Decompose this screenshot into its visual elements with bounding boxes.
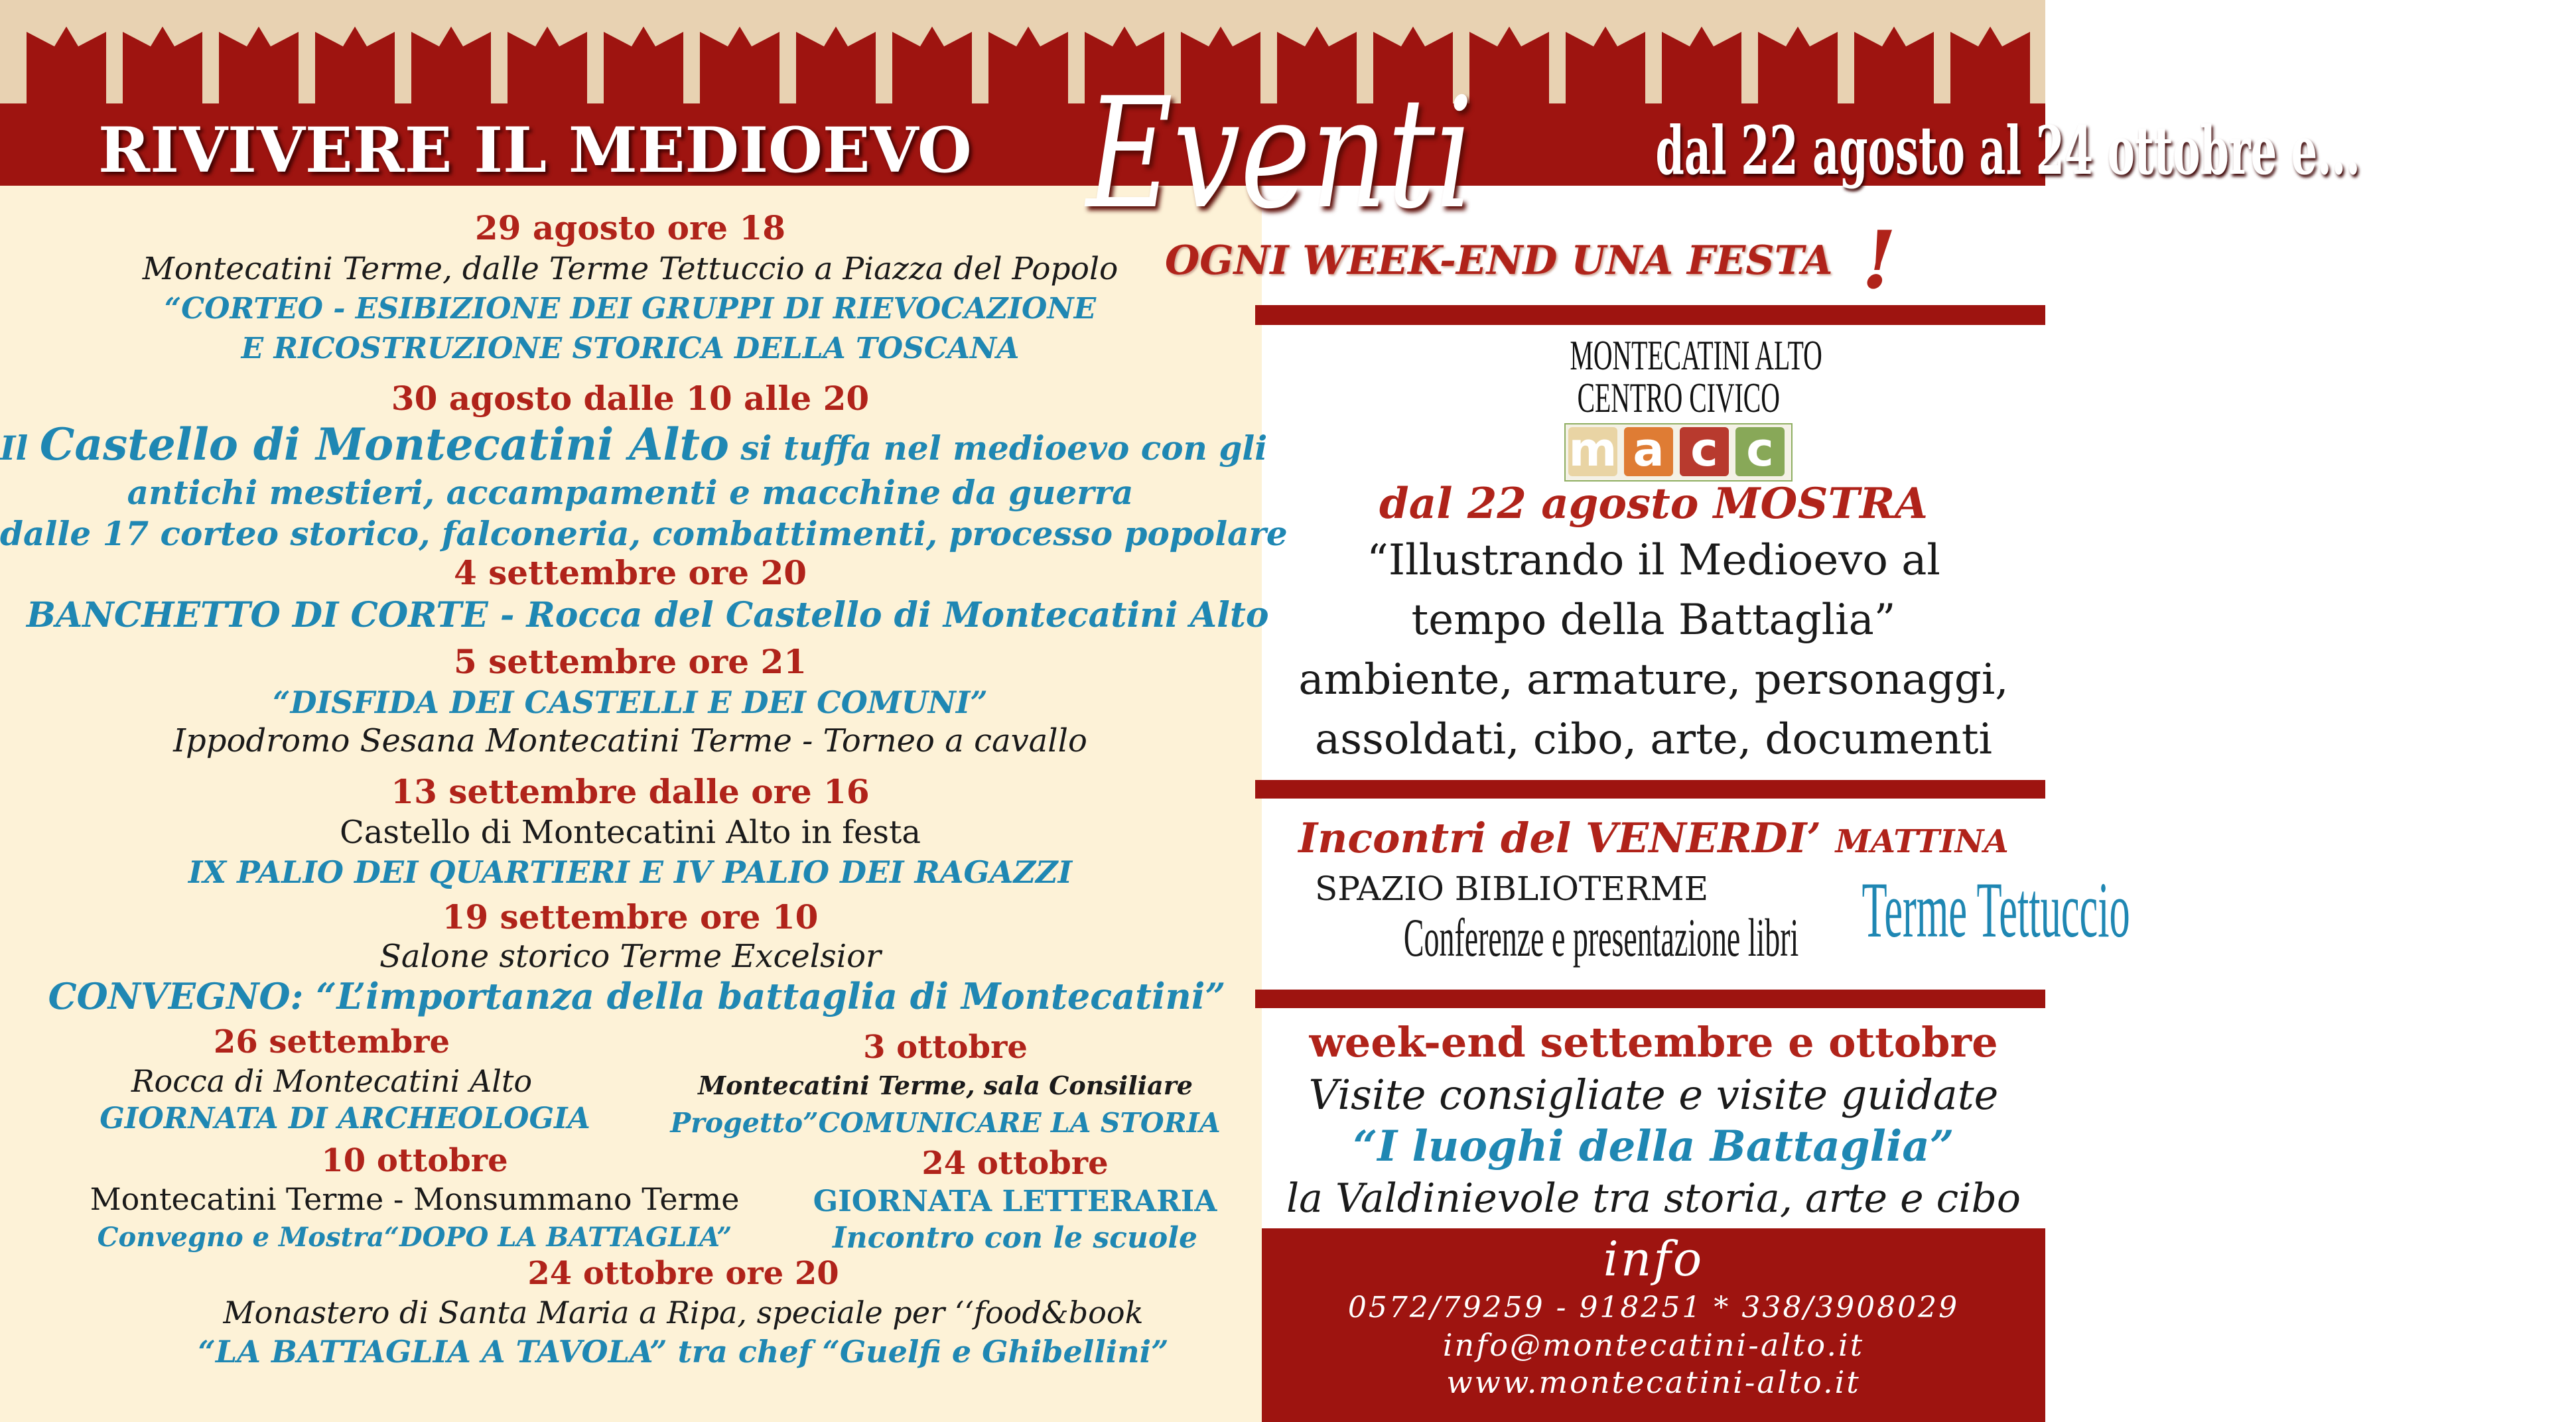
event-line: dalle 17 corteo storico, falconeria, combattimenti, processo popolare <box>0 514 1288 553</box>
event-date: 3 ottobre <box>863 1029 1028 1066</box>
event-date: 4 settembre ore 20 <box>453 553 807 592</box>
event-10-ottobre <box>40 1141 789 1258</box>
event-29-agosto <box>0 207 1260 369</box>
event-location: Monastero di Santa Maria a Ripa, speciale per ‘‘food&book <box>223 1295 1144 1330</box>
event-date: 19 settembre ore 10 <box>442 897 819 937</box>
info-website[interactable]: www.montecatini-alto.it <box>1446 1364 1861 1400</box>
event-title: IX PALIO DEI QUARTIERI E IV PALIO DEI RAGAZZI <box>188 854 1073 890</box>
macc-tile-a: a <box>1624 427 1673 476</box>
page-title: RIVIVERE IL MEDIOEVO <box>98 114 972 187</box>
weekend-heading: week-end settembre e ottobre <box>1309 1018 1998 1066</box>
macc-tile-m: m <box>1568 422 1617 477</box>
spazio-label: SPAZIO BIBLIOTERME <box>1315 870 1709 908</box>
event-3-ottobre <box>670 1027 1221 1142</box>
event-title: “CORTEO - ESIBIZIONE DEI GRUPPI DI RIEVOCAZIONE <box>164 292 1097 326</box>
event-date: 30 agosto dalle 10 alle 20 <box>391 379 870 418</box>
festa-slogan: OGNI WEEK-END UNA FESTA <box>1165 237 1833 284</box>
event-location: Ippodromo Sesana Montecatini Terme - Torneo a cavallo <box>173 722 1087 759</box>
weekend-section <box>1262 1016 2045 1224</box>
event-date: 10 ottobre <box>321 1142 508 1179</box>
macc-tile-c1: c <box>1680 427 1729 476</box>
mostra-section <box>1262 478 2045 769</box>
info-section <box>1262 1228 2045 1401</box>
divider-3 <box>1255 990 2045 1008</box>
info-email[interactable]: info@montecatini-alto.it <box>1442 1327 1865 1363</box>
divider-2 <box>1255 780 2045 799</box>
event-date: 29 agosto ore 18 <box>474 208 786 247</box>
mostra-line: “Illustrando il Medioevo al <box>1367 536 1940 585</box>
mostra-line: tempo della Battaglia” <box>1411 596 1896 645</box>
event-title: E RICOSTRUZIONE STORICA DELLA TOSCANA <box>241 332 1020 365</box>
event-26-settembre <box>0 1021 663 1138</box>
divider-1 <box>1255 305 2045 325</box>
terme-tettuccio-label: Terme Tettuccio <box>1862 866 2130 954</box>
macc-logo: MONTECATINI ALTO CENTRO CIVICO m a c c <box>1493 334 1864 482</box>
event-30-agosto <box>0 377 1288 554</box>
festa-exclamation: ! <box>1862 214 1897 307</box>
event-4-settembre <box>0 552 1269 637</box>
event-title: Progetto”COMUNICARE LA STORIA <box>670 1107 1221 1139</box>
event-location: Salone storico Terme Excelsior <box>379 938 881 975</box>
event-title: “DISFIDA DEI CASTELLI E DEI COMUNI” <box>273 684 988 720</box>
event-date: 24 ottobre <box>921 1145 1109 1182</box>
event-location: Montecatini Terme, dalle Terme Tettuccio a Piazza del Popolo <box>142 251 1119 287</box>
info-phone: 0572/79259 - 918251 * 338/3908029 <box>1347 1291 1960 1325</box>
event-title: GIORNATA LETTERARIA <box>813 1185 1217 1218</box>
conferenze-label: Conferenze e presentazione libri <box>1403 907 1799 968</box>
event-location: Montecatini Terme - Monsummano Terme <box>90 1181 740 1217</box>
mostra-line: assoldati, cibo, arte, documenti <box>1315 715 1992 764</box>
event-24-ottobre <box>776 1143 1254 1256</box>
mostra-heading: dal 22 agosto MOSTRA <box>1379 479 1928 529</box>
event-title: “LA BATTAGLIA A TAVOLA” tra chef “Guelfi e Ghibellini” <box>198 1334 1169 1370</box>
incontri-heading: Incontri del VENERDI’ MATTINA <box>1298 814 2009 862</box>
event-title: CONVEGNO: “L’importanza della battaglia di Montecatini” <box>48 975 1226 1017</box>
eventi-heading: Eventi <box>1086 66 1473 243</box>
mostra-line: ambiente, armature, personaggi, <box>1298 655 2009 704</box>
date-range: dal 22 agosto al 24 ottobre e... <box>1655 111 2360 190</box>
event-location: Montecatini Terme, sala Consiliare <box>698 1070 1193 1100</box>
event-line: Il Castello di Montecatini Alto si tuffa nel medioevo con gli <box>0 419 1268 470</box>
event-line: antichi mestieri, accampamenti e macchine da guerra <box>127 473 1134 512</box>
event-title: Incontro con le scuole <box>833 1221 1197 1255</box>
weekend-line: la Valdinievole tra storia, arte e cibo <box>1286 1175 2021 1222</box>
event-title: Convegno e Mostra“DOPO LA BATTAGLIA” <box>97 1222 732 1253</box>
weekend-line: “I luoghi della Battaglia” <box>1353 1122 1954 1171</box>
info-title: info <box>1603 1231 1704 1287</box>
event-title: GIORNATA DI ARCHEOLOGIA <box>100 1102 590 1135</box>
event-19-settembre <box>0 897 1260 1017</box>
event-date: 5 settembre ore 21 <box>453 642 807 681</box>
event-date: 24 ottobre ore 20 <box>527 1255 839 1292</box>
event-date: 13 settembre dalle ore 16 <box>391 772 870 811</box>
event-title: BANCHETTO DI CORTE - Rocca del Castello di Montecatini Alto <box>27 595 1269 635</box>
macc-tile-c2: c <box>1735 427 1785 476</box>
weekend-line: Visite consigliate e visite guidate <box>1308 1070 1999 1119</box>
event-location: Rocca di Montecatini Alto <box>131 1063 533 1099</box>
event-location: Castello di Montecatini Alto in festa <box>340 814 921 851</box>
event-24-ottobre-ore-20 <box>0 1254 1367 1372</box>
crenellation-decoration <box>0 0 2045 106</box>
event-13-settembre <box>0 771 1260 893</box>
event-5-settembre <box>0 641 1260 760</box>
event-date: 26 settembre <box>213 1023 450 1061</box>
